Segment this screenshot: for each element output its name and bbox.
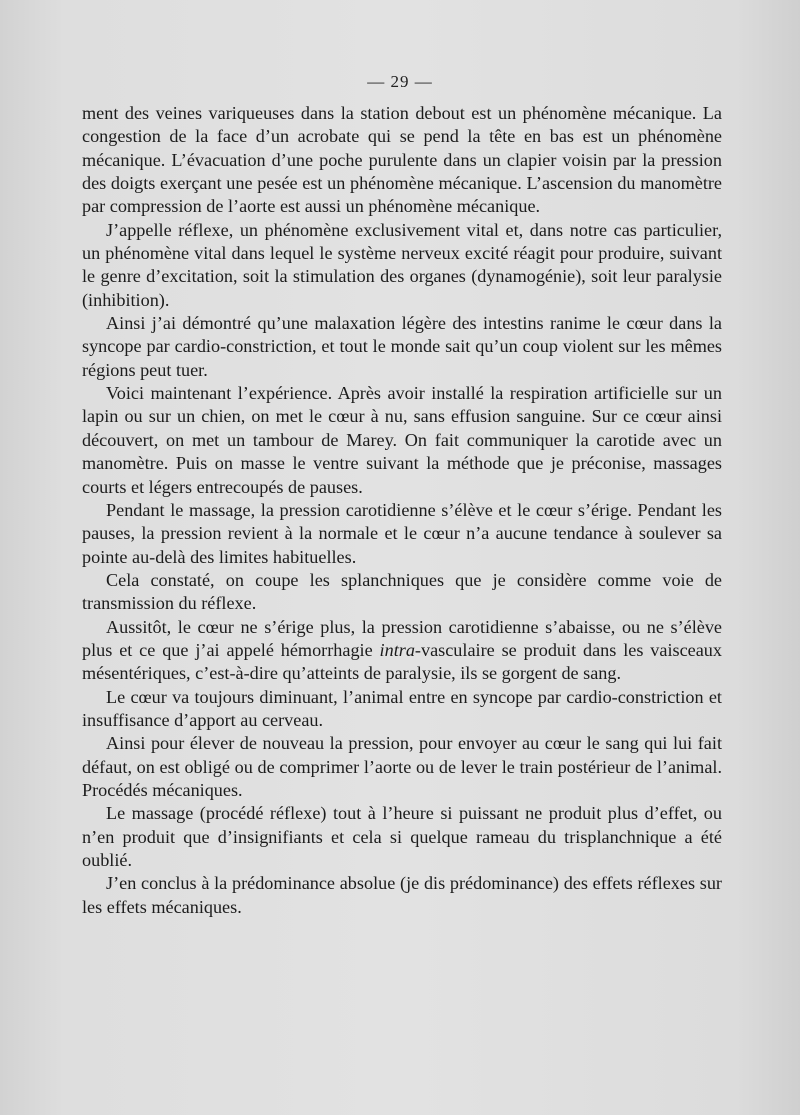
paragraph-intravascular	[82, 616, 722, 686]
paragraph-malaxation: Ainsi j’ai démontré qu’une malaxation légère des intestins ranime le cœur dans la syncope par cardio-constriction, et tout le monde sait qu’un coup violent sur les mêmes régions peut tuer.	[82, 313, 722, 380]
paragraph-experiment: Voici maintenant l’expérience. Après avoir installé la respiration artificielle sur un lapin ou sur un chien, on met le cœur à nu, sans effusion sanguine. Sur ce cœur ainsi découvert, on met un tambour de Marey. On fait communiquer la carotide avec un manomètre. Puis on masse le ventre suivant la méthode que je préconise, massages courts et légers entrecoupés de pauses.	[82, 383, 722, 497]
intra-italic-word: intra	[379, 639, 415, 660]
paragraph-raise-pressure: Ainsi pour élever de nouveau la pression, pour envoyer au cœur le sang qui lui fait défaut, on est obligé ou de comprimer l’aorte ou de lever le train postérieur de l’animal. Procédés mécaniques.	[82, 733, 722, 800]
paragraph-mechanical-phenomena: ment des veines variqueuses dans la station debout est un phénomène mécanique. La congestion de la face d’un acrobate qui se pend la tête en bas est un phénomène mécanique. L’évacuation d’une poche purulente dans un clapier voisin par la pression des doigts exerçant une pesée est un phénomène mécanique. L’ascension du manomètre par compression de l’aorte est aussi un phénomène mécanique.	[82, 103, 722, 217]
intravascular-text-after: -vasculaire se produit dans les vaisceaux mésentériques, c’est-à-dire qu’atteints de paralysie, ils se gorgent de sang.	[82, 639, 722, 684]
page-number: — 29 —	[367, 72, 433, 91]
body-text	[82, 102, 722, 919]
paragraph-conclusion: J’en conclus à la prédominance absolue (je dis prédominance) des effets réflexes sur les effets mécaniques.	[82, 873, 722, 917]
paragraph-reflex-definition: J’appelle réflexe, un phénomène exclusivement vital et, dans notre cas particulier, un phénomène vital dans lequel le système nerveux excité réagit pour produire, suivant le genre d’excitation, soit la stimulation des organes (dynamogénie), soit leur paralysie (inhibition).	[82, 219, 722, 310]
paragraph-splanchnic-cut: Cela constaté, on coupe les splanchniques que je considère comme voie de transmission du réflexe.	[82, 569, 722, 614]
intravascular-text-before: Aussitôt, le cœur ne s’érige plus, la pression carotidienne s’abaisse, ou ne s’élève plus et ce que j’ai appelé hémorrhagie	[82, 616, 722, 660]
paragraph-massage-reflex: Le massage (procédé réflexe) tout à l’heure si puissant ne produit plus d’effet, ou n’en produit que d’insignifiants et cela si quelque rameau du trisplanchnique a été oublié.	[82, 803, 722, 870]
paragraph-during-massage: Pendant le massage, la pression carotidienne s’élève et le cœur s’érige. Pendant les pauses, la pression revient à la normale et le cœur n’a aucune tendance à soulever sa pointe au-delà des limites habituelles.	[82, 499, 722, 567]
paragraph-heart-diminishing: Le cœur va toujours diminuant, l’animal entre en syncope par cardio-constriction et insuffisance d’apport au cerveau.	[82, 686, 722, 730]
